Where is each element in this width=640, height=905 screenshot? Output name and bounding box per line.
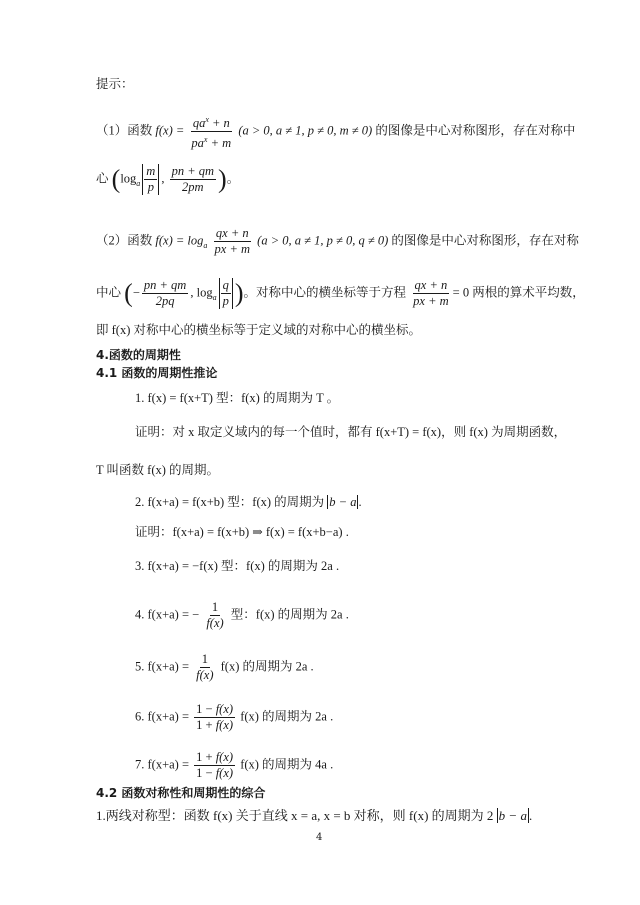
- item-6: 6. f(x+a) = $\frac{1 - f(x)}{1 + f(x)}$ f(x) 的周期为 2a .: [135, 702, 334, 732]
- page-number: 4: [316, 832, 323, 843]
- item-1: 1. f(x) = f(x+T) 型：f(x) 的周期为 T 。: [135, 391, 340, 405]
- hint-2-line3: 即 f(x) 对称中心的横坐标等于定义域的对称中心的横坐标。: [96, 323, 421, 337]
- fraction-qa-over-pa: $\frac{qa^x + n}{pa^x + m}$: [189, 112, 233, 151]
- section-4-1-heading: 4.1 函数的周期性推论: [96, 366, 218, 380]
- hint-1-line2: 心 ($\log_a$ $\frac{m}{p}$ , $\frac{pn + qm}{2pm}$ )。: [96, 164, 240, 194]
- proof-1: 证明：对 x 取定义域内的每一个值时，都有 f(x+T) = f(x)，则 f(x) 为周期函数，: [135, 425, 567, 439]
- item-4: 4. f(x+a) = − $\frac{1}{f(x)}$ 型：f(x) 的周期为 2a .: [135, 600, 349, 630]
- item-2: 2. f(x+a) = f(x+b) 型：f(x) 的周期为 b − a .: [135, 495, 362, 509]
- hint-2-line1: （2）函数 $f(x) = \log_a$ $\frac{qx + n}{px + m}$ (a > 0, a ≠ 1, p ≠ 0, q ≠ 0) 的图像是中心对称图形，存在对称: [96, 226, 579, 256]
- hint-2-line2: 中心 (− $\frac{pn + qm}{2pq}$ , $\log_a$ $\frac{q}{p}$ )。对称中心的横坐标等于方程 $\frac{qx + n}{px + m}$ = 0 两根的算术平均数，: [96, 278, 585, 308]
- proof-2: 证明：f(x+a) = f(x+b) ⇒ f(x) = f(x+b−a) .: [135, 525, 349, 539]
- hint-1-line1: （1）函数 f(x) = $\frac{qa^x + n}{pa^x + m}$ (a > 0, a ≠ 1, p ≠ 0, m ≠ 0) 的图像是中心对称图形，存在对称中: [96, 112, 575, 151]
- section-4-2-heading: 4.2 函数对称性和周期性的综合: [96, 786, 266, 800]
- section-4-heading: 4.函数的周期性: [96, 348, 181, 362]
- item-3: 3. f(x+a) = −f(x) 型：f(x) 的周期为 2a .: [135, 559, 340, 573]
- proof-1-cont: T 叫函数 f(x) 的周期。: [96, 463, 220, 477]
- hint-label: 提示：: [96, 76, 134, 91]
- item-7: 7. f(x+a) = $\frac{1 + f(x)}{1 - f(x)}$ f(x) 的周期为 4a .: [135, 750, 334, 780]
- two-line-symmetry: 1.两线对称型：函数 f(x) 关于直线 x = a, x = b 对称，则 f(x) 的周期为 2 b − a .: [96, 808, 533, 823]
- item-5: 5. f(x+a) = $\frac{1}{f(x)}$ f(x) 的周期为 2a .: [135, 652, 314, 682]
